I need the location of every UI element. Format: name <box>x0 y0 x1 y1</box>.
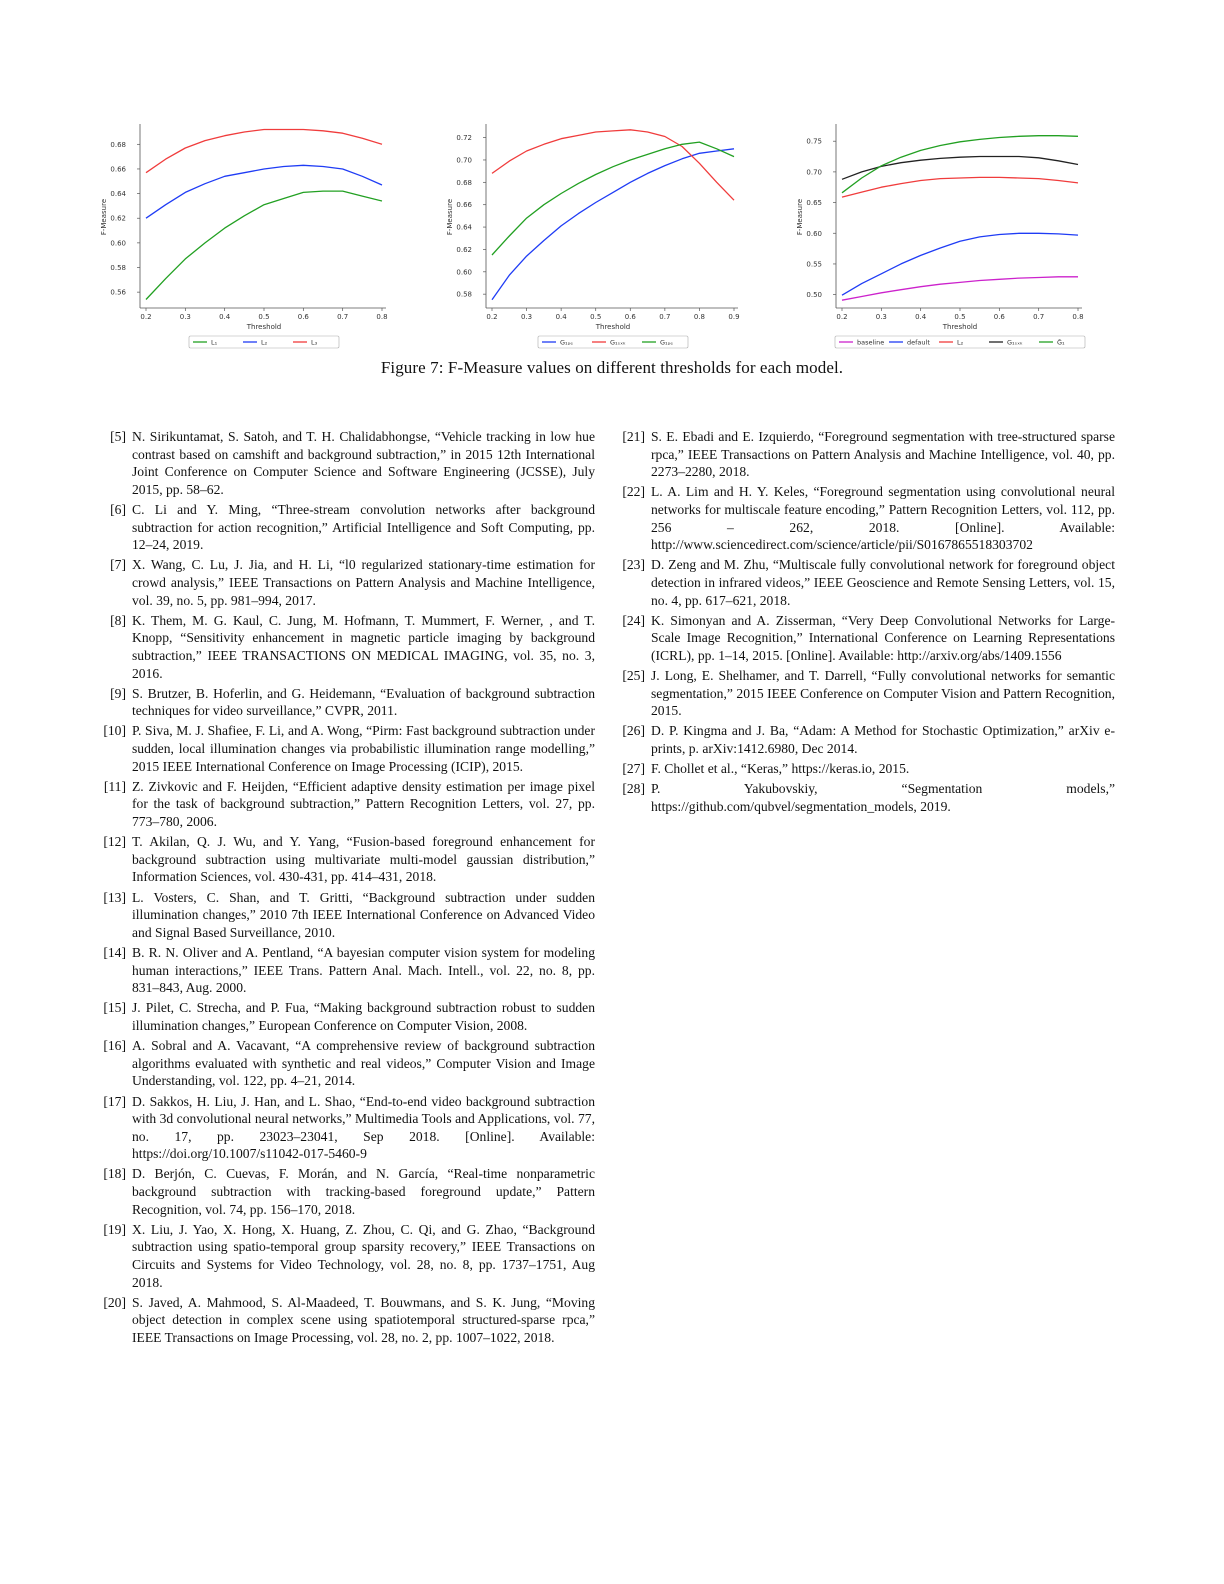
legend-label: G₁ₚₑ <box>560 338 574 347</box>
x-tick-label: 0.8 <box>376 313 388 321</box>
reference-number: [10] <box>103 723 126 739</box>
reference-text: D. Berjón, C. Cuevas, F. Morán, and N. García, “Real-time nonparametric background subtraction with tracking-based foreground update,” Pattern Recognition, vol. 74, pp. 156–170, 2018. <box>132 1166 595 1217</box>
reference-text: S. Javed, A. Mahmood, S. Al-Maadeed, T. Bouwmans, and S. K. Jung, “Moving object detection in complex scene using spatiotemporal structured-sparse rpca,” IEEE Transactions on Image Processing, vol. 28, no. 2, pp. 1007–1022, 2018. <box>132 1294 595 1345</box>
legend-label: Ḡ₁ <box>1057 338 1065 347</box>
x-tick-label: 0.8 <box>693 313 705 321</box>
reference-item <box>98 1165 595 1218</box>
x-tick-label: 0.5 <box>258 313 270 321</box>
y-tick-label: 0.72 <box>456 134 472 143</box>
reference-item <box>98 501 595 554</box>
reference-text: X. Liu, J. Yao, X. Hong, X. Huang, Z. Zhou, C. Qi, and G. Zhao, “Background subtraction using spatio-temporal group sparsity recovery,” IEEE Transactions on Circuits and Systems for Video Technology, vol. 28, no. 8, pp. 1737–1751, Aug 2018. <box>132 1221 595 1290</box>
reference-number: [12] <box>103 834 126 850</box>
x-axis-label: Threshold <box>595 323 631 331</box>
reference-item <box>98 1093 595 1163</box>
y-tick-label: 0.70 <box>806 168 822 177</box>
legend-label: baseline <box>857 338 885 347</box>
x-tick-label: 0.6 <box>624 313 636 321</box>
reference-item <box>617 667 1115 720</box>
figure-7 <box>100 118 1130 350</box>
reference-text: J. Pilet, C. Strecha, and P. Fua, “Making background subtraction robust to sudden illumination changes,” European Conference on Computer Vision, 2008. <box>132 1000 595 1033</box>
series-line-0 <box>842 277 1078 300</box>
reference-number: [25] <box>622 668 645 684</box>
x-tick-label: 0.6 <box>993 313 1005 321</box>
y-tick-label: 0.58 <box>110 264 126 273</box>
y-axis-label: F-Measure <box>100 198 108 236</box>
x-axis-label: Threshold <box>246 323 282 331</box>
reference-number: [22] <box>622 484 645 500</box>
x-tick-label: 0.7 <box>659 313 671 321</box>
reference-item <box>98 944 595 997</box>
series-line-0 <box>492 149 734 300</box>
reference-number: [5] <box>110 429 126 444</box>
y-tick-label: 0.64 <box>456 223 472 232</box>
y-tick-label: 0.62 <box>456 245 472 254</box>
legend-label: G₁ₛₓₖ <box>610 338 626 347</box>
x-tick-label: 0.4 <box>915 313 927 321</box>
x-tick-label: 0.3 <box>521 313 533 321</box>
reference-number: [7] <box>110 557 126 573</box>
reference-text: C. Li and Y. Ming, “Three-stream convolution networks after background subtraction for action recognition,” Artificial Intelligence and Soft Computing, pp. 12–24, 2019. <box>132 501 595 553</box>
y-tick-label: 0.70 <box>456 156 472 165</box>
series-line-1 <box>842 233 1078 295</box>
references-right-column <box>617 428 1115 818</box>
reference-text: P. Siva, M. J. Shafiee, F. Li, and A. Wong, “Pirm: Fast background subtraction under sudden, local illumination changes via probabilistic illumination range modelling,” 2015 IEEE International Conference on Image Processing (ICIP), 2015. <box>132 723 595 774</box>
x-tick-label: 0.2 <box>486 313 498 321</box>
y-tick-label: 0.75 <box>806 137 822 146</box>
reference-number: [11] <box>103 778 126 794</box>
reference-number: [27] <box>622 761 645 777</box>
reference-number: [14] <box>103 944 126 960</box>
reference-number: [26] <box>622 723 645 739</box>
legend-label: L₁ <box>211 338 218 347</box>
chart-svg-1 <box>100 118 400 350</box>
reference-text: Z. Zivkovic and F. Heijden, “Efficient adaptive density estimation per image pixel for the task of background subtraction,” Pattern Recognition Letters, vol. 27, pp. 773–780, 2006. <box>132 778 595 830</box>
reference-number: [23] <box>622 557 645 573</box>
reference-text: F. Chollet et al., “Keras,” https://keras.io, 2015. <box>651 761 910 777</box>
reference-number: [6] <box>110 501 126 517</box>
reference-text: B. R. N. Oliver and A. Pentland, “A bayesian computer vision system for modeling human interactions,” IEEE Trans. Pattern Anal. Mach. Intell., vol. 22, no. 8, pp. 831–843, Aug. 2000. <box>132 944 595 996</box>
reference-item <box>98 685 595 720</box>
reference-text: D. Sakkos, H. Liu, J. Han, and L. Shao, “End-to-end video background subtraction with 3d convolutional neural networks,” Multimedia Tools and Applications, vol. 77, no. 17, pp. 23023–23041, Sep 2018. [Online]. Available: https://doi.org/10.1007/s11042-017-5460-9 <box>132 1093 595 1162</box>
legend-label: G₁ₛₓₖ <box>1007 338 1023 347</box>
series-line-2 <box>146 130 382 173</box>
x-tick-label: 0.5 <box>590 313 602 321</box>
reference-text: L. A. Lim and H. Y. Keles, “Foreground segmentation using convolutional neural networks for multiscale feature encoding,” Pattern Recognition Letters, vol. 112, pp. 256 – 262, 2018. [Online]. Available: http://www.sciencedirect.com/science/article/pii/S0167865518303702 <box>651 484 1115 553</box>
x-tick-label: 0.7 <box>1033 313 1045 321</box>
reference-item <box>98 612 595 682</box>
y-tick-label: 0.62 <box>110 214 126 223</box>
reference-text: D. Zeng and M. Zhu, “Multiscale fully convolutional network for foreground object detection in infrared videos,” IEEE Geoscience and Remote Sensing Letters, vol. 15, no. 4, pp. 617–621, 2018. <box>651 557 1115 608</box>
y-axis-label: F-Measure <box>446 198 454 236</box>
y-tick-label: 0.58 <box>456 290 472 299</box>
reference-text: K. Them, M. G. Kaul, C. Jung, M. Hofmann, T. Mummert, F. Werner, , and T. Knopp, “Sensitivity enhancement in magnetic particle imaging by background subtraction,” IEEE TRANSACTIONS ON MEDICAL IMAGING, vol. 35, no. 3, 2016. <box>132 612 595 681</box>
reference-number: [16] <box>103 1038 126 1054</box>
reference-text: D. P. Kingma and J. Ba, “Adam: A Method for Stochastic Optimization,” arXiv e-prints, p. arXiv:1412.6980, Dec 2014. <box>651 723 1115 757</box>
reference-number: [15] <box>103 1000 126 1016</box>
x-tick-label: 0.3 <box>179 313 191 321</box>
reference-item <box>98 999 595 1034</box>
y-tick-label: 0.68 <box>456 178 472 187</box>
reference-text: N. Sirikuntamat, S. Satoh, and T. H. Chalidabhongse, “Vehicle tracking in low hue contrast based on camshift and background subtraction,” in 2015 12th International Joint Conference on Computer Science and Software Engineering (JCSSE), July 2015, pp. 58–62. <box>132 429 595 497</box>
chart-models <box>796 118 1100 355</box>
reference-item <box>98 428 595 498</box>
reference-item <box>617 428 1115 481</box>
reference-item <box>98 1294 595 1347</box>
series-line-1 <box>492 130 734 200</box>
y-tick-label: 0.60 <box>110 239 126 248</box>
y-tick-label: 0.60 <box>456 268 472 277</box>
legend-label: L₂ <box>261 338 268 347</box>
y-tick-label: 0.65 <box>806 199 822 208</box>
x-tick-label: 0.4 <box>219 313 231 321</box>
reference-item <box>98 833 595 886</box>
x-tick-label: 0.2 <box>836 313 848 321</box>
reference-item <box>617 722 1115 757</box>
reference-item <box>617 780 1115 815</box>
x-axis-label: Threshold <box>942 323 978 331</box>
reference-text: K. Simonyan and A. Zisserman, “Very Deep Convolutional Networks for Large-Scale Image Recognition,” International Conference on Learning Representations (ICRL), pp. 1–14, 2015. [Online]. Available: http://arxiv.org/abs/1409.1556 <box>651 612 1115 663</box>
reference-item <box>617 556 1115 609</box>
y-tick-label: 0.56 <box>110 288 126 297</box>
legend-label: L₃ <box>311 338 318 347</box>
x-tick-label: 0.2 <box>140 313 152 321</box>
legend-label: L₂ <box>957 338 964 347</box>
figure-caption: Figure 7: F-Measure values on different thresholds for each model. <box>380 358 844 377</box>
reference-text: T. Akilan, Q. J. Wu, and Y. Yang, “Fusion-based foreground enhancement for background subtraction using multivariate multi-model gaussian distribution,” Information Sciences, vol. 430-431, pp. 414–431, 2018. <box>132 834 595 885</box>
legend-label: default <box>907 338 930 347</box>
y-tick-label: 0.68 <box>110 140 126 149</box>
x-tick-label: 0.9 <box>728 313 740 321</box>
x-tick-label: 0.3 <box>875 313 887 321</box>
series-line-2 <box>842 177 1078 197</box>
reference-text: S. Brutzer, B. Hoferlin, and G. Heidemann, “Evaluation of background subtraction techniques for video surveillance,” CVPR, 2011. <box>132 685 595 719</box>
chart-svg-2 <box>446 118 750 350</box>
y-tick-label: 0.60 <box>806 229 822 238</box>
reference-item <box>98 1037 595 1090</box>
reference-text: J. Long, E. Shelhamer, and T. Darrell, “Fully convolutional networks for semantic segmentation,” 2015 IEEE Conference on Computer Vision and Pattern Recognition, 2015. <box>651 668 1115 719</box>
reference-number: [9] <box>110 685 126 701</box>
reference-item <box>98 778 595 831</box>
y-axis-label: F-Measure <box>796 198 804 236</box>
series-line-4 <box>842 136 1078 193</box>
y-tick-label: 0.66 <box>110 165 126 174</box>
chart-svg-3 <box>796 118 1100 350</box>
legend-label: G₁ₚₑ <box>660 338 674 347</box>
reference-item <box>98 722 595 775</box>
reference-number: [28] <box>622 781 645 797</box>
reference-text: P. Yakubovskiy, “Segmentation models,” https://github.com/qubvel/segmentation_models, 2019. <box>651 781 1115 815</box>
x-tick-label: 0.6 <box>297 313 309 321</box>
references-left-column <box>98 428 595 1349</box>
y-tick-label: 0.50 <box>806 291 822 300</box>
reference-number: [18] <box>103 1166 126 1182</box>
reference-number: [20] <box>103 1294 126 1310</box>
reference-number: [21] <box>622 429 645 444</box>
y-tick-label: 0.66 <box>456 201 472 210</box>
reference-number: [8] <box>110 612 126 628</box>
reference-item <box>98 889 595 942</box>
series-line-0 <box>146 191 382 299</box>
x-tick-label: 0.8 <box>1072 313 1084 321</box>
x-tick-label: 0.7 <box>337 313 349 321</box>
chart-generators <box>446 118 750 355</box>
reference-number: [13] <box>103 889 126 905</box>
reference-item <box>617 760 1115 778</box>
reference-text: A. Sobral and A. Vacavant, “A comprehensive review of background subtraction algorithms evaluated with synthetic and real videos,” Computer Vision and Image Understanding, vol. 122, pp. 4–21, 2014. <box>132 1038 595 1089</box>
reference-number: [24] <box>622 612 645 628</box>
x-tick-label: 0.4 <box>555 313 567 321</box>
x-tick-label: 0.5 <box>954 313 966 321</box>
reference-item <box>98 1221 595 1291</box>
reference-item <box>617 612 1115 665</box>
reference-number: [19] <box>103 1221 126 1237</box>
reference-number: [17] <box>103 1093 126 1109</box>
reference-text: L. Vosters, C. Shan, and T. Gritti, “Background subtraction under sudden illumination changes,” 2010 7th IEEE International Conference on Advanced Video and Signal Based Surveillance, 2010. <box>132 889 595 940</box>
reference-text: S. E. Ebadi and E. Izquierdo, “Foreground segmentation with tree-structured sparse rpca,” IEEE Transactions on Pattern Analysis and Machine Intelligence, vol. 40, pp. 2273–2280, 2018. <box>651 429 1115 480</box>
reference-item <box>98 556 595 609</box>
chart-loss-functions <box>100 118 400 355</box>
y-tick-label: 0.55 <box>806 260 822 269</box>
y-tick-label: 0.64 <box>110 190 126 199</box>
series-line-2 <box>492 142 734 255</box>
reference-item <box>617 483 1115 553</box>
reference-text: X. Wang, C. Lu, J. Jia, and H. Li, “l0 regularized stationary-time estimation for crowd analysis,” IEEE Transactions on Pattern Analysis and Machine Intelligence, vol. 39, no. 5, pp. 981–994, 2017. <box>132 557 595 608</box>
